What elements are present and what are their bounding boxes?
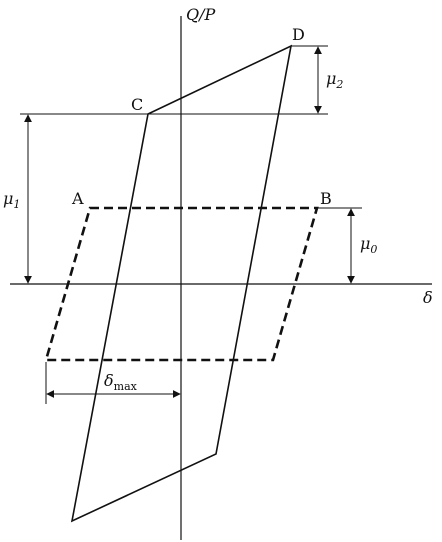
y-axis-label: Q/P bbox=[186, 5, 216, 24]
mu1-label: $\mu_1$ bbox=[3, 189, 21, 211]
delta-max-label: $\delta_{max}$ bbox=[104, 371, 137, 393]
x-axis-label: δ bbox=[423, 288, 433, 307]
point-c-label: C bbox=[131, 95, 144, 114]
point-a-label: A bbox=[72, 189, 84, 208]
point-b-label: B bbox=[320, 189, 332, 208]
mu0-label: $\mu_0$ bbox=[360, 234, 378, 256]
point-d-label: D bbox=[292, 25, 305, 44]
mu2-label: $\mu_2$ bbox=[326, 69, 344, 91]
